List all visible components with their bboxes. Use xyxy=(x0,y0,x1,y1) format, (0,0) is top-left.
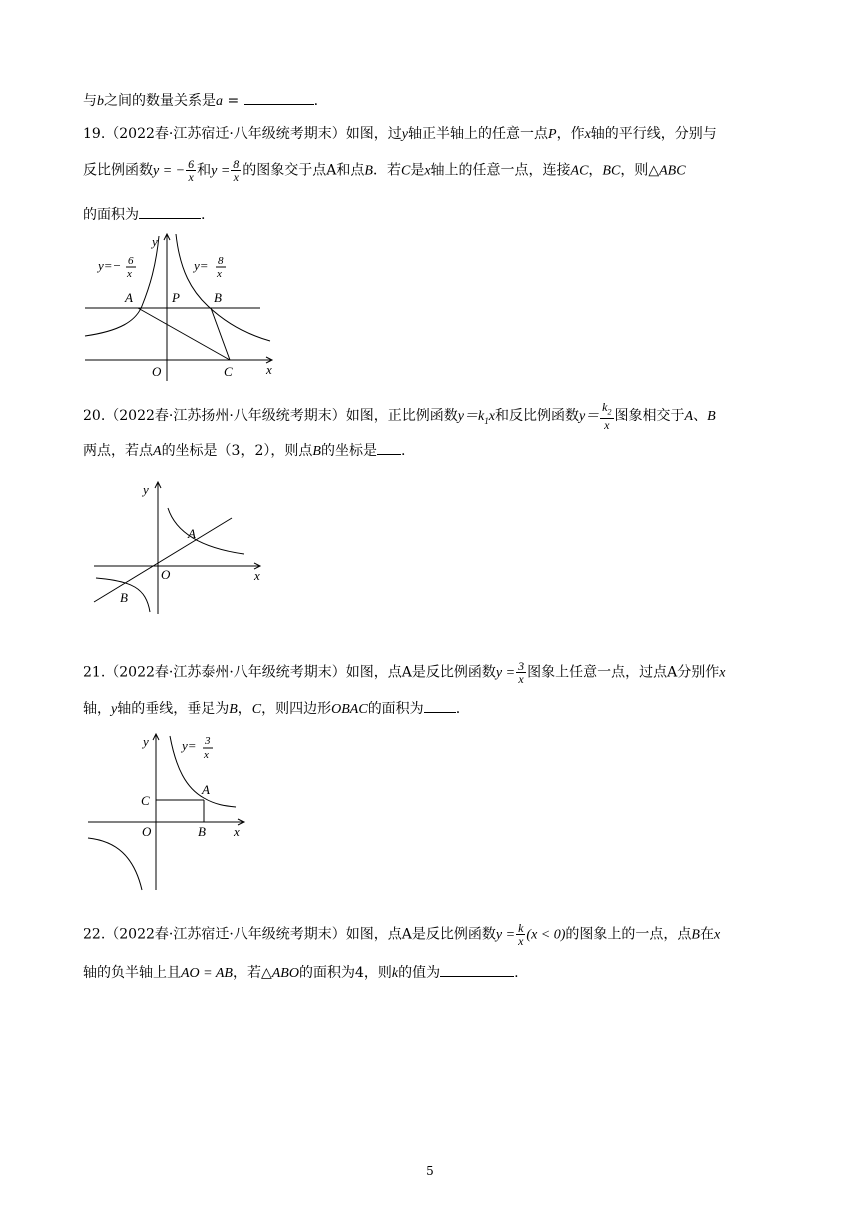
q19-line1 xyxy=(83,124,717,145)
q19-fig-point-a: A xyxy=(125,290,133,305)
q20-fig-point-a: A xyxy=(188,526,196,541)
q20-frac xyxy=(600,401,613,431)
q20-text: 如图，正比例函数 xyxy=(345,408,458,425)
q20-fig-origin: O xyxy=(161,567,171,582)
q20-source: （2022春·江苏扬州·八年级统考期末） xyxy=(105,408,346,425)
q21-var-y: y xyxy=(111,702,118,717)
q19-text: ．若 xyxy=(372,162,401,179)
q22-func-cond: (x < 0) xyxy=(526,927,566,943)
q21-text: 轴， xyxy=(83,701,111,717)
q21-frac xyxy=(516,660,526,685)
q19-var-x: x xyxy=(584,127,591,142)
q21-fig-label: y= xyxy=(182,738,197,753)
q19-text: 如图，过 xyxy=(345,126,402,142)
q20-fig-x-label: x xyxy=(254,568,260,583)
q19-fig-y-label: y xyxy=(152,234,158,249)
q20-line2 xyxy=(83,440,405,462)
q19-text: ，则 xyxy=(620,162,649,179)
q20-text: . xyxy=(400,443,406,459)
q18-end: . xyxy=(313,93,319,109)
q19-var-x: x xyxy=(424,163,431,179)
q22-number: 22. xyxy=(83,926,106,943)
q20-answer-blank[interactable] xyxy=(377,440,401,455)
q19-source: （2022春·江苏宿迁·八年级统考期末） xyxy=(105,126,346,142)
q19-text: 轴上的任意一点，连接 xyxy=(430,162,571,179)
q20-var-a: A xyxy=(153,444,162,459)
q20-text: 两点，若点 xyxy=(83,443,153,459)
q22-text: 在 xyxy=(699,926,714,943)
q20-figure xyxy=(92,478,272,614)
q19-var-p: P xyxy=(548,127,557,142)
q21-text: 的面积为 xyxy=(367,701,424,717)
q20-frac-den: x xyxy=(604,418,610,433)
q20-text: 的坐标是 xyxy=(320,443,377,459)
q18-text: 与 xyxy=(83,93,97,109)
q22-text: 如图，点A是反比例函数 xyxy=(345,926,496,943)
q19-number: 19. xyxy=(83,126,106,142)
q19-text: 和 xyxy=(197,162,212,179)
q19-fig-label-right: y= xyxy=(194,258,209,273)
q19-frac2-num: 8 xyxy=(233,157,240,171)
q21-quad-obac: OBAC xyxy=(331,702,368,717)
q19-func1: y = − xyxy=(153,163,186,179)
q19-fig-point-b: B xyxy=(214,290,222,305)
q21-answer-blank[interactable] xyxy=(424,698,456,713)
q20-curve-upper xyxy=(168,508,244,554)
q21-frac-den: x xyxy=(518,672,524,686)
q19-frac1-num: 6 xyxy=(188,157,195,171)
q19-curve-right xyxy=(176,234,270,341)
q22-text: ，若 xyxy=(232,965,261,981)
q18-b: b xyxy=(97,94,104,109)
q20-func1: y＝k xyxy=(457,409,485,425)
q21-curve-lower xyxy=(88,838,142,890)
q22-var-x: x xyxy=(713,927,721,943)
q18-answer-blank[interactable] xyxy=(244,90,314,105)
q19-fig-origin: O xyxy=(152,364,162,379)
q19-text: ， xyxy=(588,162,603,179)
q22-line2 xyxy=(83,962,519,984)
q21-figure xyxy=(86,728,256,892)
q21-frac-num: 3 xyxy=(518,659,525,673)
q19-frac1-den: x xyxy=(188,170,194,184)
q21-fig-x-label: x xyxy=(234,824,240,839)
q20-frac-num: k xyxy=(602,400,608,414)
q21-func: y = xyxy=(495,665,516,681)
q19-text: 的图象交于点A和点 xyxy=(242,162,365,179)
q22-frac-num: k xyxy=(518,921,524,935)
q19-text: 是 xyxy=(410,162,425,179)
q22-source: （2022春·江苏宿迁·八年级统考期末） xyxy=(105,926,346,943)
q20-var-b: B xyxy=(707,409,716,425)
q22-tri-abo: ABO xyxy=(271,966,299,981)
q21-fig-label-den: x xyxy=(204,749,209,761)
q19-tri-abc: ABC xyxy=(659,163,686,179)
q19-var-y: y xyxy=(401,127,409,142)
q20-fig-y-label: y xyxy=(143,482,149,497)
q19-figure xyxy=(80,226,280,382)
q19-fig-point-p: P xyxy=(172,290,180,305)
q21-fig-label-num: 3 xyxy=(205,735,211,747)
q20-func1-x: x xyxy=(488,409,495,425)
q20-proportional-line xyxy=(94,518,232,602)
q19-segment-bc xyxy=(211,308,230,360)
q19-var-b: B xyxy=(364,163,373,179)
q19-line3 xyxy=(83,204,205,225)
q22-text: 的值为 xyxy=(398,965,441,981)
q19-text: 轴的平行线，分别与 xyxy=(590,126,717,142)
q19-text: 的面积为 xyxy=(83,207,139,223)
q19-fig-label-left-den: x xyxy=(127,268,132,280)
q22-answer-blank[interactable] xyxy=(440,962,514,977)
q22-frac-den: x xyxy=(518,934,524,948)
q20-line1 xyxy=(83,401,716,431)
q21-fig-point-b: B xyxy=(198,824,206,839)
q20-text: 图象相交于 xyxy=(614,408,685,425)
q19-answer-blank[interactable] xyxy=(139,204,201,219)
q19-curve-left xyxy=(85,236,159,336)
q21-text: ， xyxy=(237,701,252,717)
q21-var-b: B xyxy=(229,702,238,717)
q18-eq: = xyxy=(223,93,244,109)
q22-var-k: k xyxy=(391,966,399,981)
q22-line1 xyxy=(83,922,720,947)
q21-var-c: C xyxy=(251,702,262,717)
q22-text: 的图象上的一点，点 xyxy=(565,926,692,943)
q19-frac1 xyxy=(186,158,196,183)
q20-frac-num-sub: 2 xyxy=(607,407,612,417)
q19-fig-point-c: C xyxy=(224,364,233,379)
q22-func: y = xyxy=(495,927,516,943)
q21-fig-point-a: A xyxy=(202,782,210,797)
q21-fig-origin: O xyxy=(142,824,152,839)
q20-text: 、 xyxy=(693,408,708,425)
q20-var-b: B xyxy=(312,444,321,459)
q21-line2 xyxy=(83,698,460,720)
q21-text: 轴的垂线，垂足为 xyxy=(117,701,230,717)
q21-source: （2022春·江苏泰州·八年级统考期末） xyxy=(105,664,346,681)
q19-seg-ac: AC xyxy=(570,163,589,179)
q21-text: . xyxy=(455,701,461,717)
q22-triangle-symbol: △ xyxy=(260,965,272,981)
q19-fig-label-left-num: 6 xyxy=(128,255,134,267)
q20-func1-sub: 1 xyxy=(484,416,489,426)
q21-text: 图象上任意一点，过点A分别作 xyxy=(527,664,720,681)
q21-text: 如图，点A是反比例函数 xyxy=(345,664,496,681)
q19-line2 xyxy=(83,158,686,183)
q19-func2: y = xyxy=(211,163,231,179)
q20-fig-point-b: B xyxy=(120,590,128,605)
q19-text: 轴正半轴上的任意一点 xyxy=(408,126,549,142)
q18-tail xyxy=(83,90,318,112)
q21-fig-y-label: y xyxy=(143,734,149,749)
q19-fig-label-right-num: 8 xyxy=(218,255,224,267)
q19-text: . xyxy=(201,207,206,223)
q22-text: . xyxy=(514,965,519,981)
q19-var-c: C xyxy=(400,163,411,179)
q19-segment-ac xyxy=(138,308,230,360)
q21-number: 21. xyxy=(83,664,106,681)
q22-frac xyxy=(516,922,525,947)
q19-fig-label-right-den: x xyxy=(217,268,222,280)
q19-fig-label-left: y=− xyxy=(98,258,122,273)
q21-var-x: x xyxy=(719,665,726,681)
q20-var-a: A xyxy=(684,409,694,425)
q18-mid: 之间的数量关系是 xyxy=(104,93,216,109)
q19-frac2 xyxy=(231,158,241,183)
q19-fig-x-label: x xyxy=(266,362,272,377)
page-number: 5 xyxy=(426,1164,434,1178)
q19-text: ，作 xyxy=(556,126,585,142)
q20-func2: y＝ xyxy=(578,409,600,425)
q19-triangle-symbol: △ xyxy=(648,162,660,179)
q21-line1 xyxy=(83,660,725,685)
q22-text: 轴的负半轴上且 xyxy=(83,965,181,981)
q20-number: 20. xyxy=(83,408,106,425)
q19-seg-bc: BC xyxy=(602,163,621,179)
q19-frac2-den: x xyxy=(233,170,239,184)
q19-text: 反比例函数 xyxy=(83,162,153,179)
q22-text: 的面积为4，则 xyxy=(298,965,392,981)
q20-text: 和反比例函数 xyxy=(494,408,579,425)
q22-cond: AO = AB xyxy=(181,966,233,981)
q21-fig-point-c: C xyxy=(141,793,150,808)
q20-text: 的坐标是（3，2），则点 xyxy=(161,443,313,459)
q21-text: ，则四边形 xyxy=(261,701,332,717)
q22-var-b: B xyxy=(691,927,700,943)
q18-a: a xyxy=(216,94,223,109)
